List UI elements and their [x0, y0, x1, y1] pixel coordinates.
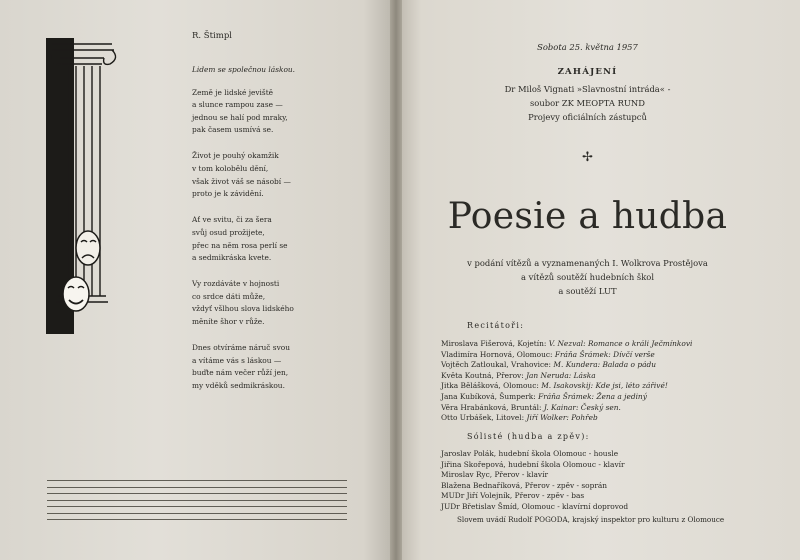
reciters-list: [441, 339, 692, 424]
list-item: Blažena Bednaříková, Přerov - zpěv - soprán: [441, 480, 608, 490]
list-item: [441, 381, 692, 392]
subtitle-line: a vítězů soutěží hudebních škol: [520, 272, 655, 282]
performer-name: Miroslava Fišerová, Kojetín:: [441, 339, 547, 348]
opening-heading: ZAHÁJENÍ: [557, 67, 618, 77]
list-item: MUDr Jiří Volejník, Přerov - zpěv - bas: [441, 491, 585, 501]
performer-name: Jitka Bělášková, Olomouc:: [441, 381, 539, 391]
opening-line: Dr Miloš Vignati »Slavnostní intráda« -: [504, 84, 671, 94]
list-item: [441, 403, 692, 414]
subtitle-line: a soutěží LUT: [558, 286, 617, 296]
list-item: [441, 413, 692, 424]
poem-line: a slunce rampou zase —: [192, 100, 283, 110]
poem-line: v tom kolobělu dění,: [192, 164, 269, 174]
subtitle-line: v podání vítězů a vyznamenaných I. Wolkrova Prostějova: [467, 258, 708, 268]
performer-name: Jana Kubíková, Šumperk:: [441, 391, 536, 401]
poem-line: však život váš se násobí —: [192, 176, 291, 186]
program-title: Poesie a hudba: [447, 196, 728, 237]
work-title: M. Isakovskij: Kde jsi, léto zářivé!: [541, 381, 668, 391]
event-date: Sobota 25. května 1957: [537, 42, 638, 52]
performer-name: Květa Koutná, Přerov:: [441, 370, 524, 380]
list-item: [441, 339, 692, 350]
list-item: Miroslav Ryc, Přerov - klavír: [441, 470, 549, 480]
list-item: Jaroslav Polák, hudební škola Olomouc - housle: [441, 449, 619, 458]
poem-stanza: [192, 87, 362, 137]
list-item: Jiřina Skořepová, hudební škola Olomouc - klavír: [441, 459, 625, 469]
soloists-list: [441, 449, 628, 513]
work-title: Jan Neruda: Láska: [526, 370, 596, 380]
list-item: [441, 360, 692, 371]
work-title: V. Nezval: Romance o králi Ječmínkovi: [548, 339, 693, 348]
list-item: [441, 392, 692, 403]
poem-line: co srdce dáti může,: [192, 291, 266, 301]
poem: [192, 64, 362, 406]
poem-dedication: Lidem se společnou láskou.: [192, 65, 296, 74]
poem-line: Vy rozdáváte v hojnosti: [192, 279, 280, 289]
presenter-note: Slovem uvádí Rudolf POGODA, krajský inspektor pro kulturu z Olomouce: [457, 515, 725, 524]
poem-line: Ať ve svitu, či za šera: [192, 215, 272, 225]
performer-name: Vojtěch Zatloukal, Vrahovice:: [441, 360, 552, 370]
column-masks-ornament: [42, 36, 118, 336]
work-title: Jiří Wolker: Pohřeb: [526, 413, 598, 423]
list-item: [441, 371, 692, 382]
list-item: [441, 350, 692, 361]
poem-stanza: [192, 214, 362, 264]
poem-line: my vděků sedmikráskou.: [192, 380, 285, 390]
poem-line: a vítáme vás s láskou —: [192, 355, 282, 365]
poem-stanza: [192, 342, 362, 392]
poem-line: Země je lidské jeviště: [192, 87, 274, 97]
poem-line: jednou se halí pod mraky,: [192, 112, 288, 122]
decorative-rules: [47, 480, 347, 526]
tragedy-mask-icon: [76, 231, 100, 265]
poem-line: měníte šhor v růže.: [192, 317, 265, 326]
performer-name: Věra Hrabánková, Bruntál:: [441, 402, 542, 412]
poem-line: Život je pouhý okamžik: [192, 151, 279, 161]
poem-line: buďte nám večer růží jen,: [192, 368, 289, 378]
poem-line: přec na něm rosa perlí se: [192, 240, 288, 250]
poem-line: vždyť všlhou slova lidského: [192, 304, 294, 314]
star-ornament-icon: ✢: [582, 150, 593, 165]
list-item: JUDr Břetislav Šmíd, Olomouc - klavírní doprovod: [441, 501, 629, 511]
performer-name: Otto Urbášek, Litovel:: [441, 413, 525, 423]
poem-stanza: [192, 150, 362, 200]
work-title: J. Kainar: Český sen.: [543, 402, 621, 412]
opening-line: Projevy oficiálních zástupců: [528, 112, 647, 122]
opening-line: soubor ZK MEOPTA RUND: [530, 98, 645, 108]
comedy-mask-icon: [63, 277, 89, 311]
work-title: Fráňa Šrámek: Dívčí verše: [554, 349, 655, 359]
poem-line: Dnes otvíráme náruč svou: [192, 343, 290, 353]
poem-author: R. Štimpl: [192, 31, 232, 41]
book-gutter: [390, 0, 402, 560]
poem-line: proto je k závidění.: [192, 189, 264, 199]
reciters-heading: Recitátoři:: [467, 321, 525, 330]
performer-name: Vladimíra Hornová, Olomouc:: [441, 349, 553, 359]
poem-line: pak časem usmívá se.: [192, 125, 274, 135]
poem-line: svůj osud prožijete,: [192, 227, 265, 237]
poem-stanza: [192, 278, 362, 328]
soloists-heading: Sólisté (hudba a zpěv):: [467, 432, 590, 441]
work-title: M. Kundera: Balada o pádu: [553, 360, 656, 370]
work-title: Fráňa Šrámek: Žena a jediný: [538, 391, 647, 401]
poem-line: a sedmikráska kvete.: [192, 253, 272, 263]
